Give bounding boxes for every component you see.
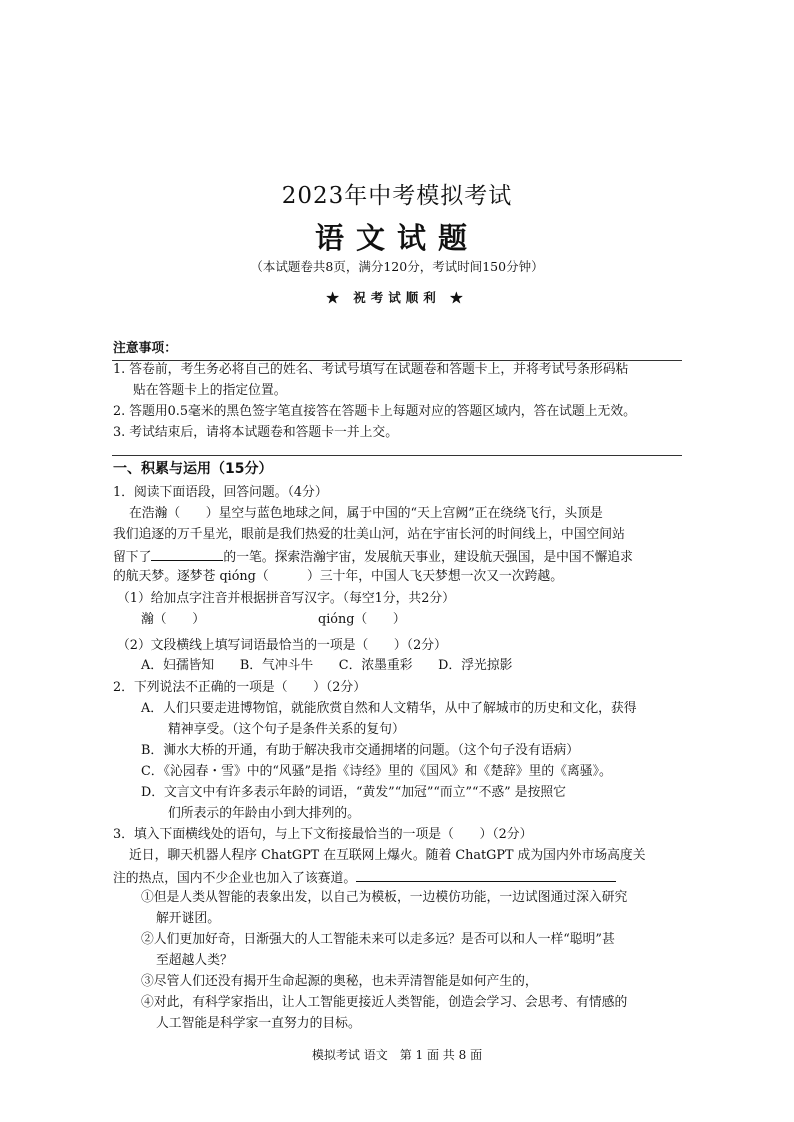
q2-stem: 2．下列说法不正确的一项是（ ）（2分） [113,680,367,695]
q2-option-a-cont: 精神享受。（这个句子是条件关系的复句） [168,722,405,737]
q3-passage-line2-text: 注的热点，国内不少企业也加入了该赛道。 [113,871,357,886]
q3-option-4: ④对此，有科学家指出，让人工智能更接近人类智能，创造会学习、会思考、有情感的 [141,995,628,1010]
q3-option-4-cont: 人工智能是科学家一直努力的目标。 [156,1016,361,1031]
page-footer: 模拟考试 语文 第 1 面 共 8 面 [311,1048,483,1062]
notice-item-2: 2. 答题用0.5毫米的黑色签字笔直接答在答题卡上每题对应的答题区域内，答在试题上无效。 [113,404,636,419]
q2-option-d-cont: 们所表示的年龄由小到大排列的。 [168,806,360,821]
q1-passage-line1: 在浩瀚（ ）星空与蓝色地球之间，属于中国的“天上宫阙”正在绕绕飞行，头顶是 [129,506,603,521]
q3-option-1: ①但是人类从智能的表象出发，以自己为模板，一边模仿功能，一边试图通过深入研究 [141,890,628,905]
q1-sub1-answer-b: qióng（ ） [318,612,406,627]
section-divider [112,455,682,456]
notice-item-1: 1. 答卷前，考生务必将自己的姓名、考试号填写在试题卷和答题卡上，并将考试号条形码粘 [113,362,629,377]
exam-info: （本试题卷共8页，满分120分，考试时间150分钟） [250,259,544,274]
q3-stem: 3．填入下面横线处的语句，与上下文衔接最恰当的一项是（ ）（2分） [113,827,533,842]
q1-fill-blank [151,550,223,561]
q1-sub1: （1）给加点字注音并根据拼音写汉字。（每空1分，共2分） [117,591,455,606]
subject-title: 语文试题 [314,221,479,255]
q3-fill-blank [356,871,616,882]
notice-heading: 注意事项： [113,341,177,356]
q1-passage-line2: 我们追逐的万千星光，眼前是我们热爱的壮美山河，站在宇宙长河的时间线上，中国空间站 [113,527,625,542]
q1-passage-line3-start: 留下了 [113,550,152,565]
q1-stem: 1．阅读下面语段，回答问题。（4分） [113,485,328,500]
section1-heading: 一、积累与运用（15分） [113,461,273,477]
q2-option-b: B．浉水大桥的开通，有助于解决我市交通拥堵的问题。（这个句子没有语病） [141,743,580,758]
q3-option-2: ②人们更加好奇，日渐强大的人工智能未来可以走多远？是否可以和人一样“聪明”甚 [141,932,615,947]
q2-option-a: A．人们只要走进博物馆，就能欣赏自然和人文精华，从中了解城市的历史和文化，获得 [141,701,637,716]
q3-option-2-cont: 至超越人类？ [156,953,233,968]
q1-passage-line4: 的航天梦。逐梦苍 qióng（ ）三十年，中国人飞天梦想一次又一次跨越。 [113,569,563,584]
top-divider [112,360,682,361]
q1-sub2-options: A．妇孺皆知 B．气冲斗牛 C．浓墨重彩 D．浮光掠影 [141,658,513,673]
good-luck-banner: ★ 祝考试顺利 ★ [326,290,468,305]
exam-title: 2023年中考模拟考试 [281,183,513,209]
q2-option-c: C．《沁园春・雪》中的“风骚”是指《诗经》里的《国风》和《楚辞》里的《离骚》。 [141,764,612,779]
notice-item-1-cont: 贴在答题卡上的指定位置。 [133,383,287,398]
q3-option-1-cont: 解开谜团。 [156,911,220,926]
q3-option-3: ③尽管人们还没有揭开生命起源的奥秘，也未弄清智能是如何产生的， [141,974,538,989]
q2-option-d: D．文言文中有许多表示年龄的词语，“黄发”“加冠”“而立”“不惑” 是按照它 [141,785,566,800]
q3-passage-line1: 近日，聊天机器人程序 ChatGPT 在互联网上爆火。随着 ChatGPT 成为国内外市场高度关 [129,848,646,863]
q1-sub1-answer-a: 瀚（ ） [141,612,205,627]
q1-passage-line3 [113,550,633,565]
q1-sub2: （2）文段横线上填写词语最恰当的一项是（ ）（2分） [117,638,447,653]
q3-passage-line2 [113,871,616,886]
notice-item-3: 3. 考试结束后，请将本试题卷和答题卡一并上交。 [113,425,399,440]
q1-passage-line3-end: 的一笔。探索浩瀚宇宙，发展航天事业，建设航天强国，是中国不懈追求 [223,550,633,565]
